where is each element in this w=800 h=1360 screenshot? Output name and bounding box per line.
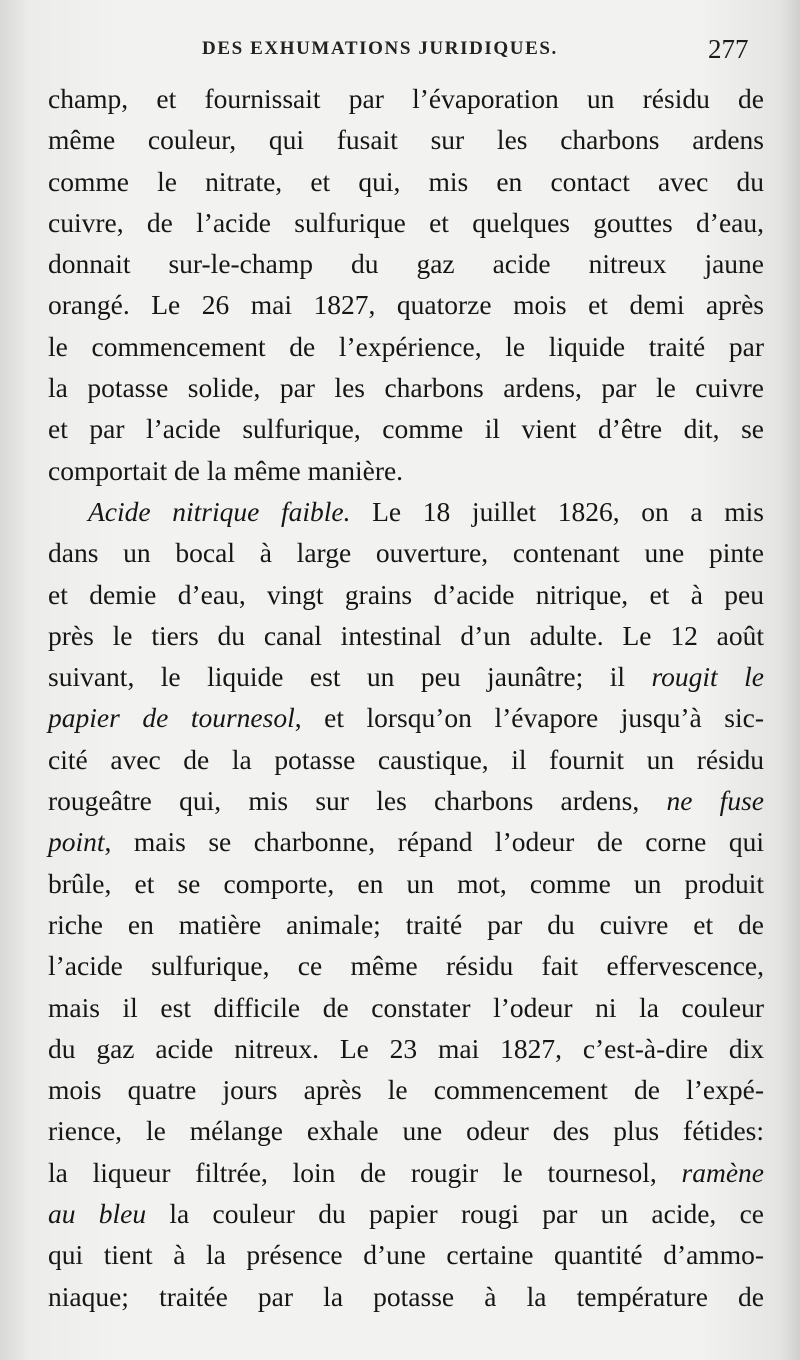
italic-text: ne fuse: [666, 785, 764, 817]
text-run: rougeâtre qui, mis sur les charbons ardens,: [48, 785, 667, 817]
text-line: [48, 945, 764, 986]
text-line: [48, 78, 764, 119]
text-line: [48, 1152, 764, 1193]
italic-text: au bleu: [48, 1198, 147, 1230]
text-run: donnait sur-le-champ du gaz acide nitreux jaune: [48, 248, 764, 280]
text-run: même couleur, qui fusait sur les charbons ardens: [48, 124, 764, 156]
text-run: la couleur du papier rougi par un acide, ce: [146, 1198, 764, 1230]
text-line: [48, 243, 764, 284]
text-run: et par l’acide sulfurique, comme il vient d’être dit, se: [48, 413, 764, 445]
text-line: [48, 574, 764, 615]
text-line: [48, 904, 764, 945]
text-line: [48, 161, 764, 202]
running-title: DES EXHUMATIONS JURIDIQUES.: [202, 38, 558, 59]
text-line: [48, 656, 764, 697]
text-line: [48, 532, 764, 573]
page-header: [0, 34, 800, 74]
text-run: niaque; traitée par la potasse à la température de: [48, 1280, 764, 1312]
text-run: du gaz acide nitreux. Le 23 mai 1827, c’est-à-dire dix: [48, 1032, 764, 1064]
text-line: [48, 821, 764, 862]
text-run: et demie d’eau, vingt grains d’acide nitrique, et à peu: [48, 578, 764, 610]
text-run: mais il est difficile de constater l’odeur ni la couleur: [48, 991, 764, 1023]
text-line: [48, 1276, 764, 1317]
text-run: cuivre, de l’acide sulfurique et quelques gouttes d’eau,: [48, 206, 764, 238]
italic-text: rougit le: [651, 661, 764, 693]
text-line: [48, 202, 764, 243]
text-line: [48, 615, 764, 656]
text-line: [48, 326, 764, 367]
italic-text: point: [48, 826, 105, 858]
text-line: [48, 780, 764, 821]
text-line: [48, 491, 764, 532]
text-run: dans un bocal à large ouverture, contenant une pinte: [48, 537, 764, 569]
text-line: [48, 450, 764, 491]
text-line: [48, 367, 764, 408]
text-run: cité avec de la potasse caustique, il fournit un résidu: [48, 743, 764, 775]
text-line: [48, 1069, 764, 1110]
text-line: [48, 1193, 764, 1234]
text-run: , mais se charbonne, répand l’odeur de corne qui: [104, 826, 764, 858]
text-line: [48, 697, 764, 738]
italic-text: ramène: [681, 1156, 764, 1188]
text-run: orangé. Le 26 mai 1827, quatorze mois et demi après: [48, 289, 764, 321]
text-line: [48, 863, 764, 904]
text-run: comportait de la même manière.: [48, 454, 404, 486]
text-run: l’acide sulfurique, ce même résidu fait effervescence,: [48, 950, 764, 982]
text-run: suivant, le liquide est un peu jaunâtre; il: [48, 661, 652, 693]
text-run: comme le nitrate, et qui, mis en contact avec du: [48, 165, 764, 197]
italic-text: Acide nitrique faible.: [88, 495, 351, 527]
text-line: [48, 739, 764, 780]
italic-text: papier de tournesol: [48, 702, 295, 734]
text-run: Le 18 juillet 1826, on a mis: [350, 495, 764, 527]
text-run: le commencement de l’expérience, le liquide traité par: [48, 330, 764, 362]
text-run: brûle, et se comporte, en un mot, comme un produit: [48, 867, 764, 899]
text-run: la liqueur filtrée, loin de rougir le tournesol,: [48, 1156, 682, 1188]
text-run: qui tient à la présence d’une certaine quantité d’ammo-: [48, 1239, 764, 1271]
text-line: [48, 1028, 764, 1069]
text-run: rience, le mélange exhale une odeur des plus fétides:: [48, 1115, 764, 1147]
page-number: 277: [708, 34, 749, 64]
text-line: [48, 284, 764, 325]
text-run: champ, et fournissait par l’évaporation un résidu de: [48, 83, 764, 114]
text-run: la potasse solide, par les charbons ardens, par le cuivre: [48, 372, 764, 404]
text-run: mois quatre jours après le commencement de l’expé-: [48, 1074, 764, 1106]
text-line: [48, 408, 764, 449]
text-run: riche en matière animale; traité par du cuivre et de: [48, 908, 764, 940]
text-line: [48, 1110, 764, 1151]
text-run: , et lorsqu’on l’évapore jusqu’à sic-: [294, 702, 764, 734]
text-line: [48, 119, 764, 160]
body-text: [48, 78, 764, 1317]
text-line: [48, 987, 764, 1028]
text-run: près le tiers du canal intestinal d’un adulte. Le 12 août: [48, 619, 764, 651]
text-line: [48, 1234, 764, 1275]
